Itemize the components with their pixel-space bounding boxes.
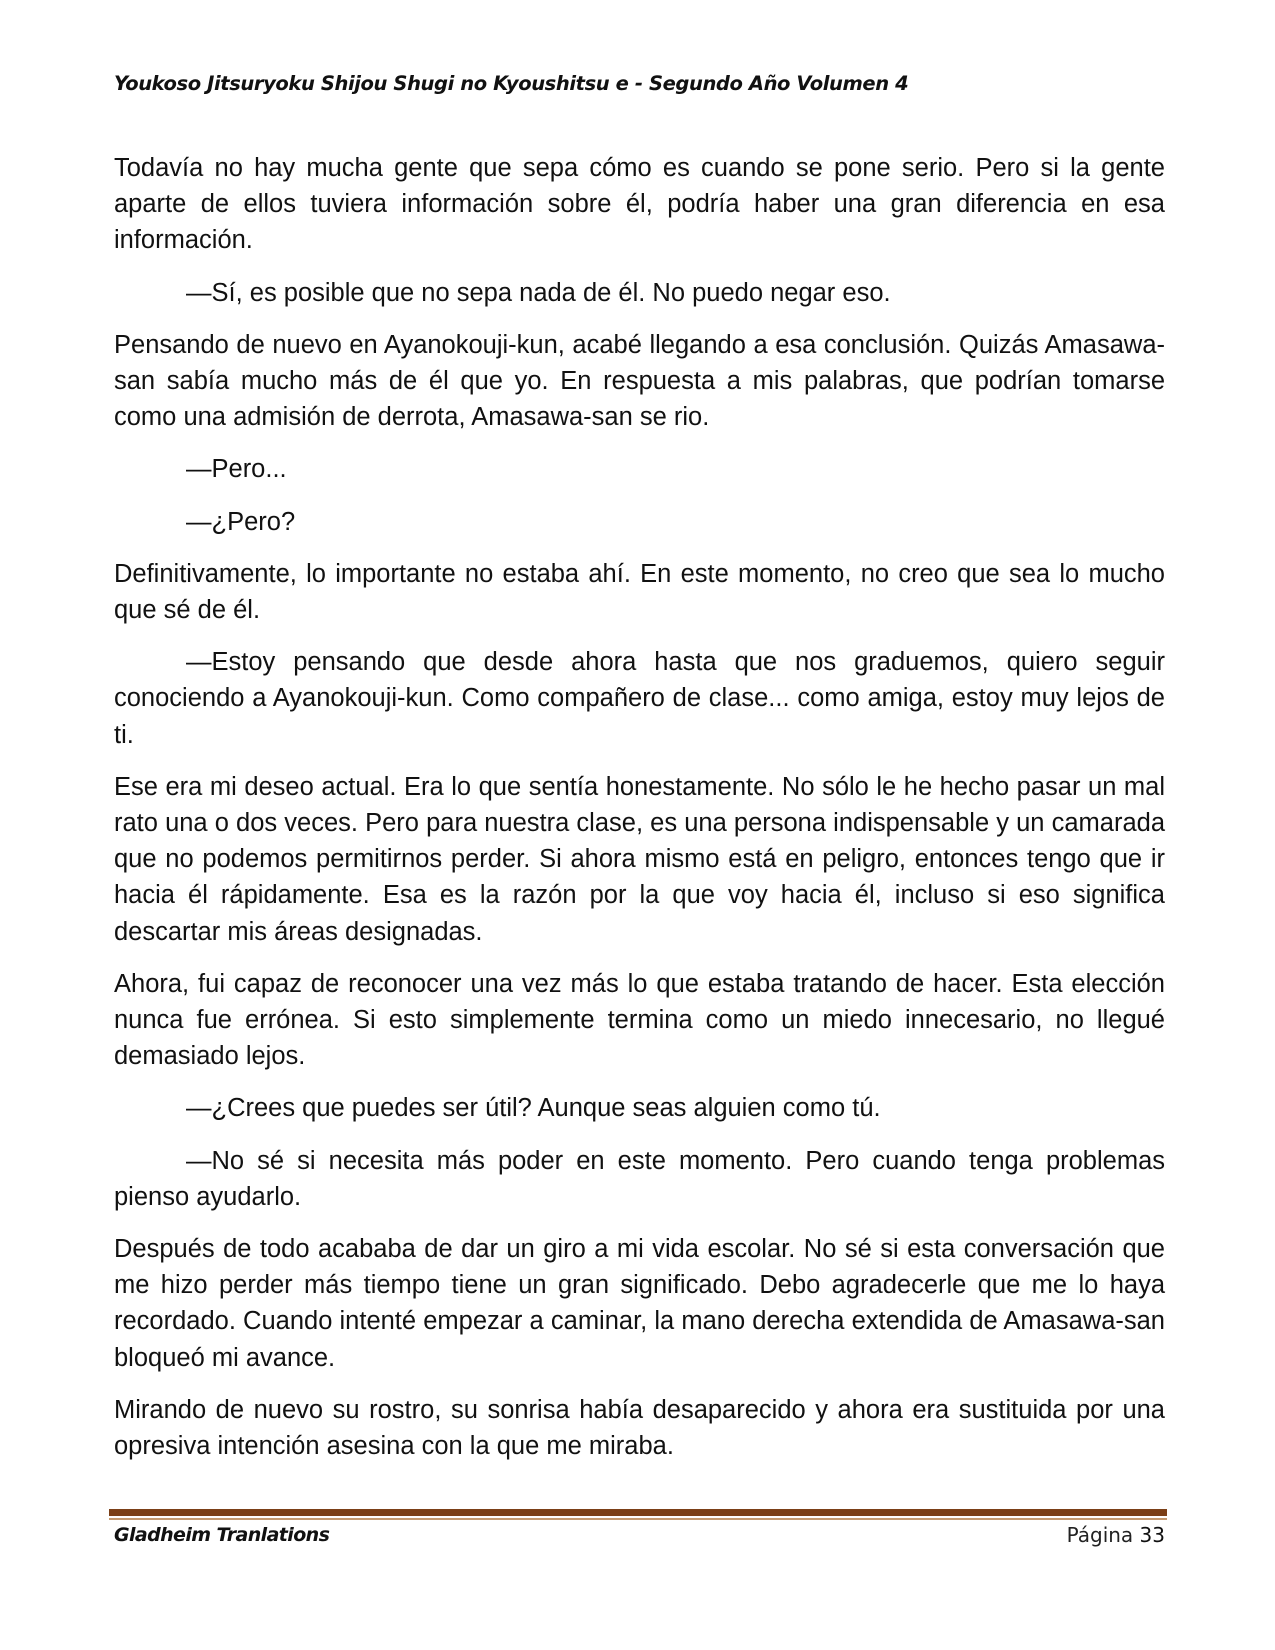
footer-divider-thick — [109, 1509, 1167, 1516]
paragraph-dialogue: —Estoy pensando que desde ahora hasta que nos graduemos, quiero seguir conociendo a Ayanokouji-kun. Como compañero de clase... como amiga, estoy muy lejos de ti. — [114, 648, 1165, 749]
page-number-label — [1067, 1523, 1165, 1547]
paragraph-dialogue: —Sí, es posible que no sepa nada de él. No puedo negar eso. — [186, 278, 891, 307]
paragraph-narration: Pensando de nuevo en Ayanokouji-kun, acabé llegando a esa conclusión. Quizás Amasawa-san sabía mucho más de él que yo. En respuesta a mis palabras, que podrían tomarse como una admisión de derrota, Amasawa-san se rio. — [114, 330, 1165, 432]
paragraph-dialogue: —Pero... — [186, 455, 287, 484]
paragraph-dialogue: —¿Crees que puedes ser útil? Aunque seas alguien como tú. — [186, 1094, 881, 1123]
page-body — [114, 150, 1165, 1480]
paragraph-narration: Después de todo acababa de dar un giro a mi vida escolar. No sé si esta conversación que me hizo perder más tiempo tiene un gran significado. Debo agradecerle que me lo haya recordado. Cuando intenté empezar a caminar, la mano derecha extendida de Amasawa-san bloqueó mi avance. — [114, 1235, 1165, 1372]
paragraph-narration: Mirando de nuevo su rostro, su sonrisa había desaparecido y ahora era sustituida por una opresiva intención asesina con la que me miraba. — [114, 1395, 1165, 1461]
paragraph-narration: Ese era mi deseo actual. Era lo que sentía honestamente. No sólo le he hecho pasar un mal rato una o dos veces. Pero para nuestra clase, es una persona indispensable y un camarada que no podemos permitirnos perder. Si ahora mismo está en peligro, entonces tengo que ir hacia él rápidamente. Esa es la razón por la que voy hacia él, incluso si eso significa descartar mis áreas designadas. — [114, 772, 1165, 946]
paragraph-dialogue: —No sé si necesita más poder en este momento. Pero cuando tenga problemas pienso ayudarlo. — [114, 1146, 1165, 1211]
paragraph-dialogue: —¿Pero? — [186, 507, 296, 536]
running-header-title: Youkoso Jitsuryoku Shijou Shugi no Kyoushitsu e - Segundo Año Volumen 4 — [114, 72, 909, 95]
page-label: Página — [1066, 1523, 1134, 1547]
paragraph-narration: Ahora, fui capaz de reconocer una vez más lo que estaba tratando de hacer. Esta elección nunca fue errónea. Si esto simplemente termina como un miedo innecesario, no llegué demasiado lejos. — [114, 969, 1165, 1071]
page-number: 33 — [1139, 1523, 1165, 1547]
paragraph-narration: Todavía no hay mucha gente que sepa cómo es cuando se pone serio. Pero si la gente aparte de ellos tuviera información sobre él, podría haber una gran diferencia en esa información. — [114, 154, 1165, 255]
footer-credit: Gladheim Tranlations — [114, 1524, 330, 1546]
footer-divider-thin — [109, 1518, 1167, 1520]
paragraph-narration: Definitivamente, lo importante no estaba ahí. En este momento, no creo que sea lo mucho que sé de él. — [114, 559, 1165, 625]
